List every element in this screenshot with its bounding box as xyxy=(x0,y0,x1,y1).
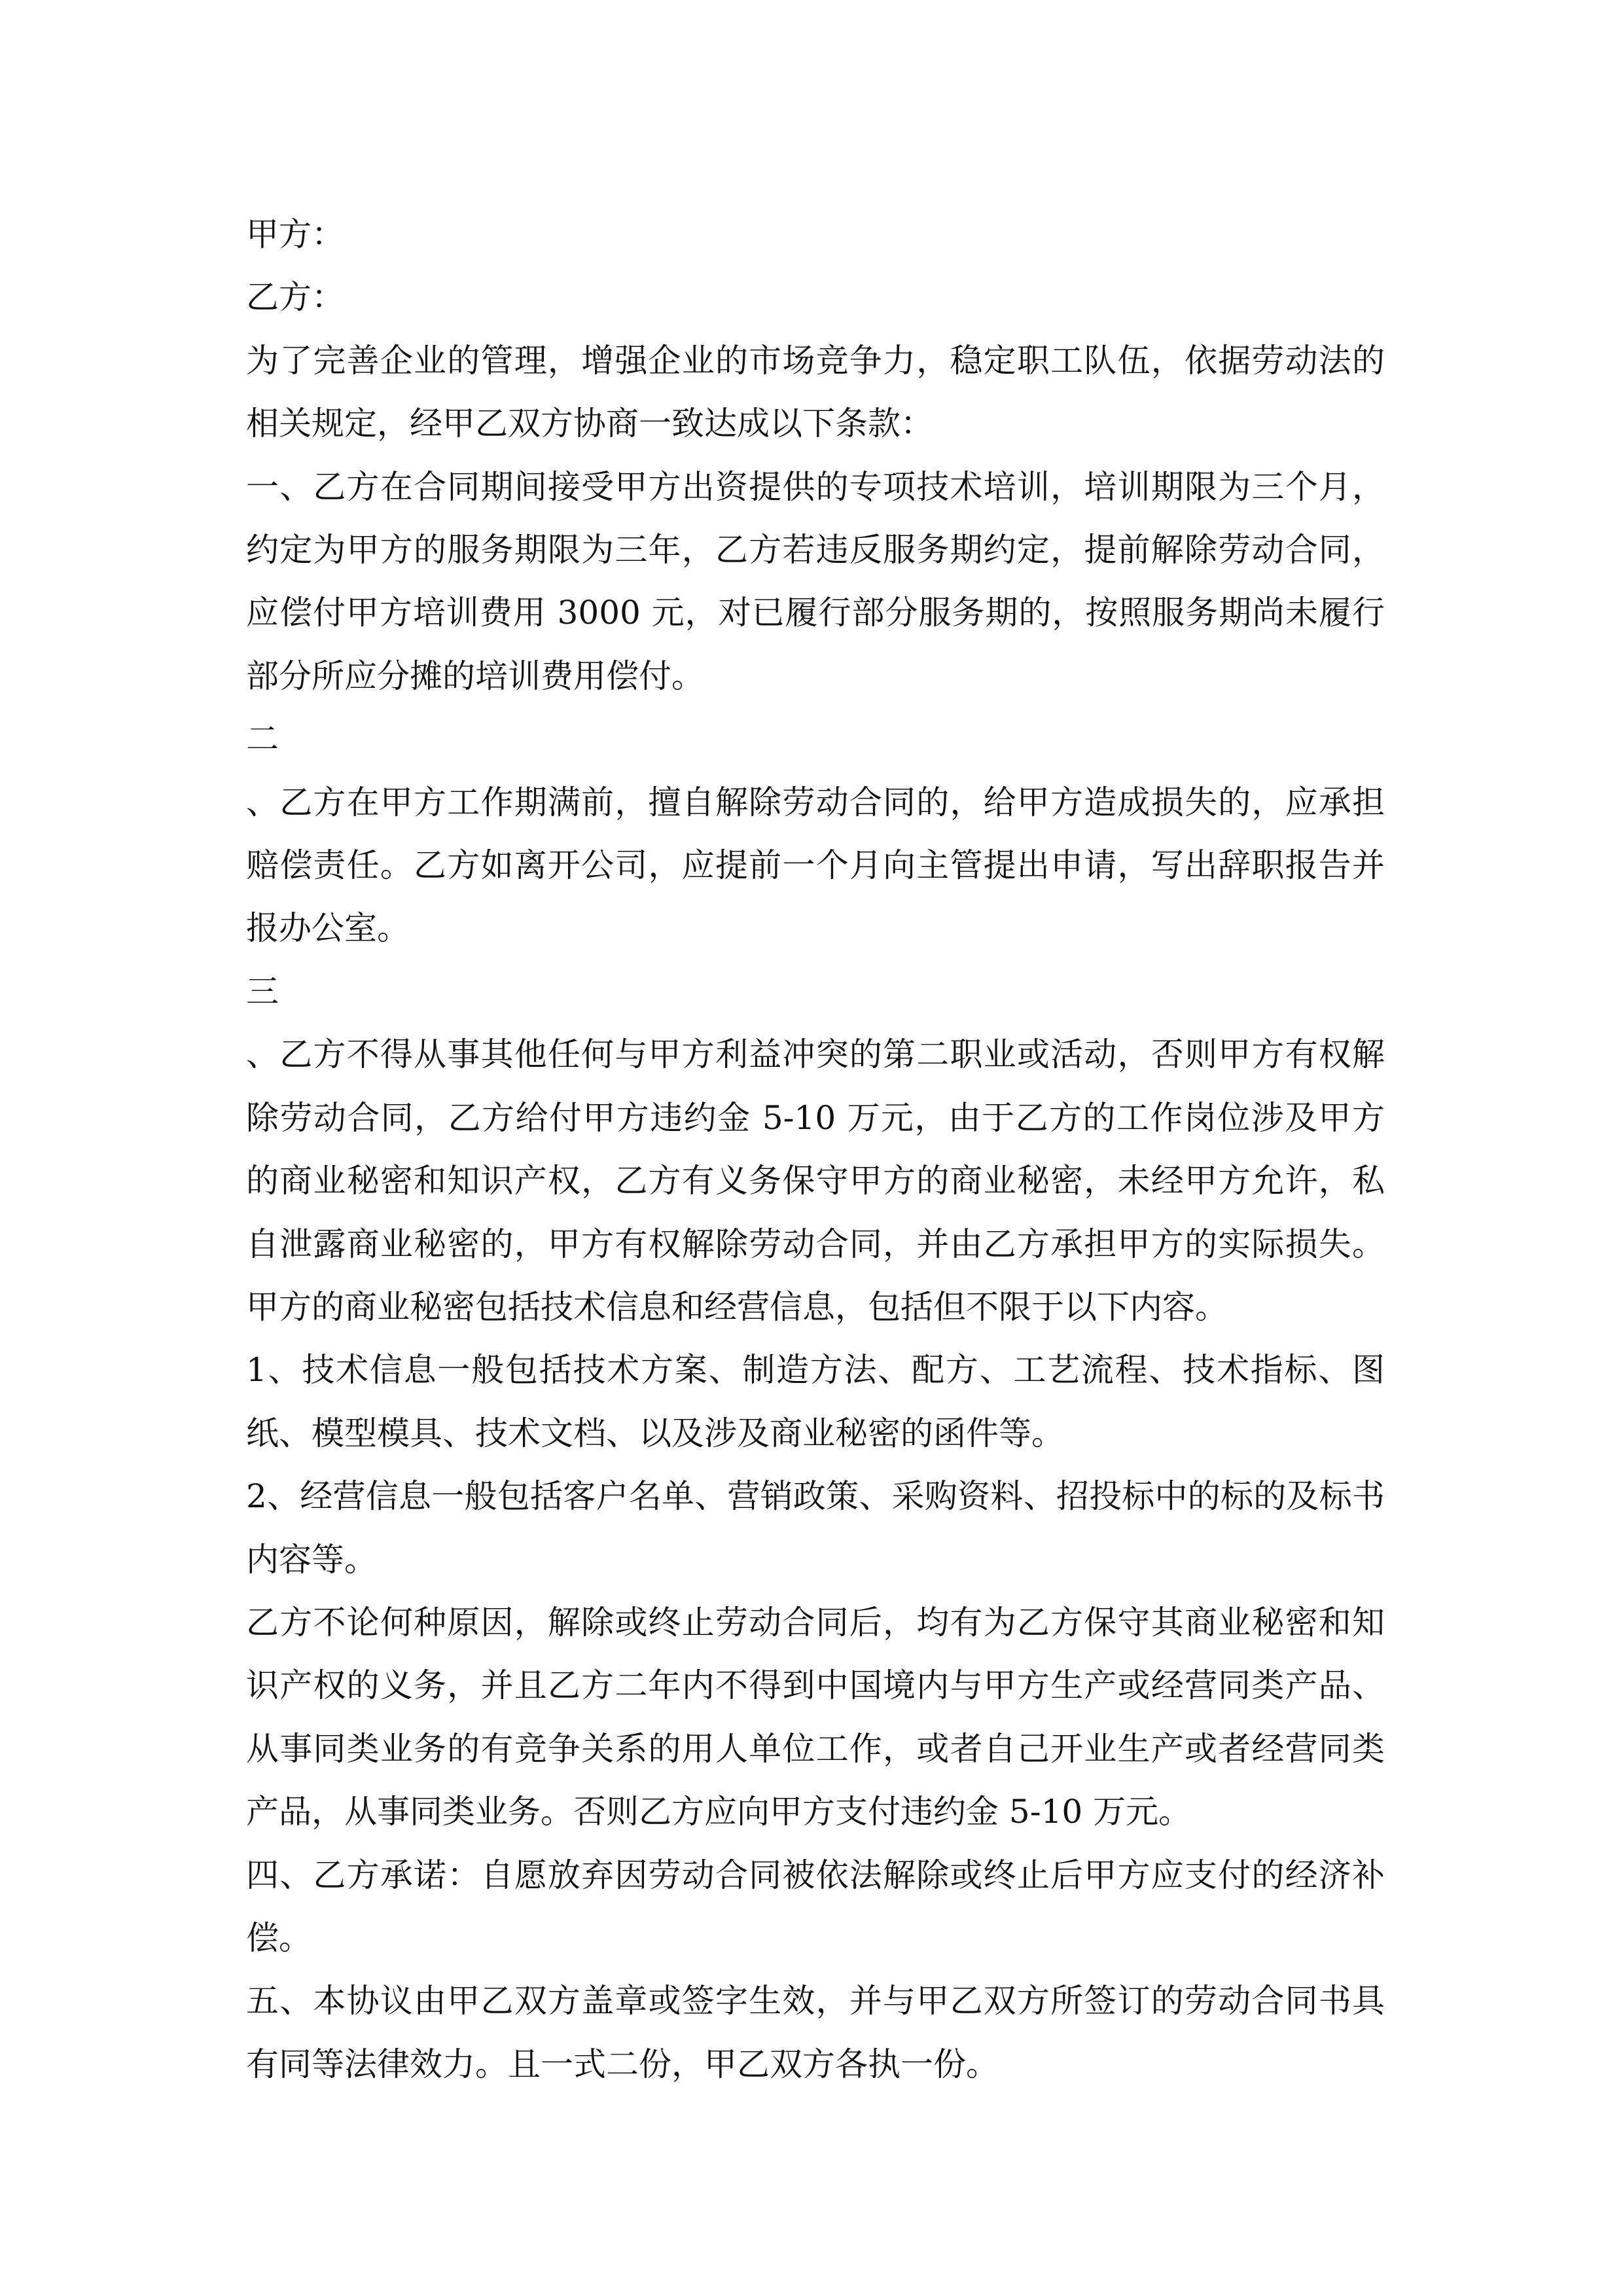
clause-2-paragraph: 、乙方在甲方工作期满前，擅自解除劳动合同的，给甲方造成损失的，应承担赔偿责任。乙方如离开公司，应提前一个月向主管提出申请，写出辞职报告并报办公室。 xyxy=(246,783,1385,948)
technical-info-item: 1、技术信息一般包括技术方案、制造方法、配方、工艺流程、技术指标、图纸、模型模具、技术文档、以及涉及商业秘密的函件等。 xyxy=(246,1351,1385,1452)
clause-2-number: 二 xyxy=(246,720,279,759)
clause-3-paragraph: 、乙方不得从事其他任何与甲方利益冲突的第二职业或活动，否则甲方有权解除劳动合同，乙方给付甲方违约金 5-10 万元，由于乙方的工作岗位涉及甲方的商业秘密和知识产权，乙方有义务保守甲方的商业秘密，未经甲方允许，私自泄露商业秘密的，甲方有权解除劳动合同，并由乙方承担甲方的实际损失。甲方的商业秘密包括技术信息和经营信息，包括但不限于以下内容。 xyxy=(246,1035,1385,1326)
clause-3-number: 三 xyxy=(246,972,279,1011)
party-a-line: 甲方： xyxy=(246,215,344,253)
preamble-paragraph: 为了完善企业的管理，增强企业的市场竞争力，稳定职工队伍，依据劳动法的相关规定，经甲乙双方协商一致达成以下条款： xyxy=(246,341,1385,443)
party-b-line: 乙方： xyxy=(246,278,344,317)
clause-4-paragraph: 四、乙方承诺：自愿放弃因劳动合同被依法解除或终止后甲方应支付的经济补偿。 xyxy=(246,1856,1385,1957)
document-body xyxy=(246,203,1385,2096)
business-info-item: 2、经营信息一般包括客户名单、营销政策、采购资料、招投标中的标的及标书内容等。 xyxy=(246,1477,1385,1579)
clause-1-paragraph: 一、乙方在合同期间接受甲方出资提供的专项技术培训，培训期限为三个月，约定为甲方的服务期限为三年，乙方若违反服务期约定，提前解除劳动合同，应偿付甲方培训费用 3000 元，对已履行部分服务期的，按照服务期尚未履行部分所应分摊的培训费用偿付。 xyxy=(246,467,1385,695)
clause-5-paragraph: 五、本协议由甲乙双方盖章或签字生效，并与甲乙双方所签订的劳动合同书具有同等法律效力。且一式二份，甲乙双方各执一份。 xyxy=(246,1982,1385,2083)
non-compete-paragraph: 乙方不论何种原因，解除或终止劳动合同后，均有为乙方保守其商业秘密和知识产权的义务，并且乙方二年内不得到中国境内与甲方生产或经营同类产品、从事同类业务的有竞争关系的用人单位工作，或者自己开业生产或者经营同类产品，从事同类业务。否则乙方应向甲方支付违约金 5-10 万元。 xyxy=(246,1603,1385,1831)
